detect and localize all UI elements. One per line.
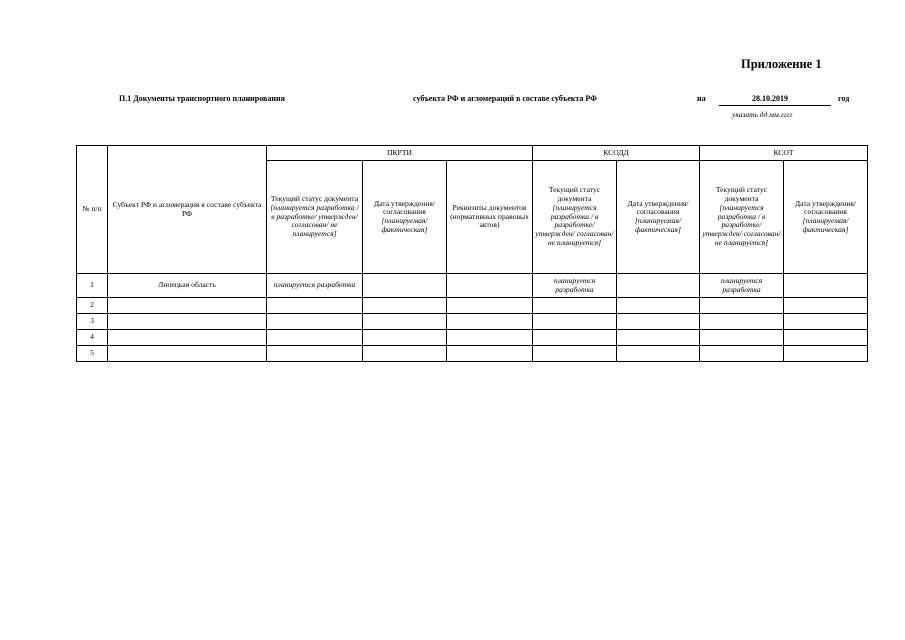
table-row [77,298,868,314]
pkrti-status-cell[interactable] [267,314,363,330]
group-ksodd: КСОДД [533,146,700,161]
group-ksot: КСОТ [700,146,868,161]
pkrti-date-header: Дата утверждения/ согласования [планируемая/ фактическая] [363,161,447,274]
pkrti-requisites-cell[interactable] [447,330,533,346]
ksodd-date-header: Дата утверждения/ согласования [планируемая/ фактическая] [617,161,700,274]
group-header-row [77,146,868,161]
date-hint: указать дд.мм.гггг [732,110,793,119]
table-row [77,274,868,298]
report-date[interactable]: 28.10.2019 [752,94,788,103]
ksot-status-cell[interactable] [700,314,784,330]
ksodd-status-cell[interactable] [533,330,617,346]
pkrti-requisites-cell[interactable] [447,274,533,298]
row-num: 4 [77,330,108,346]
row-subject[interactable] [108,314,267,330]
col-subject-header: Субъект РФ и агломерация в составе субъекта РФ [108,146,267,274]
pkrti-requisites-cell[interactable] [447,298,533,314]
on-label: на [697,94,706,103]
ksot-date-cell[interactable] [784,298,868,314]
pkrti-requisites-cell[interactable] [447,314,533,330]
pkrti-status-cell[interactable]: планируется разработка [267,274,363,298]
pkrti-status-header: Текущий статус документа [планируется разработка / в разработке/ утвержден/ согласован/ не планируется] [267,161,363,274]
ksodd-date-cell[interactable] [617,346,700,362]
ksodd-status-cell[interactable]: планируется разработка [533,274,617,298]
table-row [77,346,868,362]
pkrti-requisites-header: Реквизиты документов (нормативных правовых актов) [447,161,533,274]
ksot-date-header: Дата утверждения/ согласования [планируемая/ фактическая] [784,161,868,274]
ksot-status-cell[interactable]: планируется разработка [700,274,784,298]
pkrti-requisites-cell[interactable] [447,346,533,362]
ksodd-status-header: Текущий статус документа [планируется разработка / в разработке/ утвержден/ согласован/ не планируется] [533,161,617,274]
ksot-date-cell[interactable] [784,346,868,362]
section-title: П.1 Документы транспортного планирования [119,94,285,103]
row-subject[interactable] [108,330,267,346]
row-num: 3 [77,314,108,330]
pkrti-status-cell[interactable] [267,298,363,314]
ksot-status-cell[interactable] [700,298,784,314]
ksodd-date-cell[interactable] [617,298,700,314]
ksodd-date-cell[interactable] [617,274,700,298]
ksodd-date-cell[interactable] [617,314,700,330]
row-subject[interactable] [108,298,267,314]
pkrti-date-cell[interactable] [363,346,447,362]
pkrti-date-cell[interactable] [363,314,447,330]
transport-documents-table [76,145,868,362]
row-num: 5 [77,346,108,362]
subject-title: субъекта РФ и агломераций в составе субъекта РФ [413,94,597,103]
ksot-date-cell[interactable] [784,274,868,298]
ksodd-status-cell[interactable] [533,314,617,330]
table-row [77,330,868,346]
col-num-header: № п/п [77,146,108,274]
row-subject[interactable]: Липецкая область [108,274,267,298]
table-row [77,314,868,330]
pkrti-date-cell[interactable] [363,330,447,346]
appendix-title: Приложение 1 [741,57,822,71]
ksodd-status-cell[interactable] [533,346,617,362]
ksot-date-cell[interactable] [784,314,868,330]
pkrti-status-cell[interactable] [267,346,363,362]
ksot-status-cell[interactable] [700,346,784,362]
row-num: 2 [77,298,108,314]
pkrti-date-cell[interactable] [363,274,447,298]
ksot-date-cell[interactable] [784,330,868,346]
group-pkrti: ПКРТИ [267,146,533,161]
date-underline [719,105,831,106]
ksot-status-header: Текущий статус документа [планируется разработка / в разработке/ утвержден/ согласован/ не планируется] [700,161,784,274]
pkrti-date-cell[interactable] [363,298,447,314]
ksodd-date-cell[interactable] [617,330,700,346]
row-num: 1 [77,274,108,298]
ksodd-status-cell[interactable] [533,298,617,314]
ksot-status-cell[interactable] [700,330,784,346]
pkrti-status-cell[interactable] [267,330,363,346]
year-label: год [838,94,850,103]
row-subject[interactable] [108,346,267,362]
